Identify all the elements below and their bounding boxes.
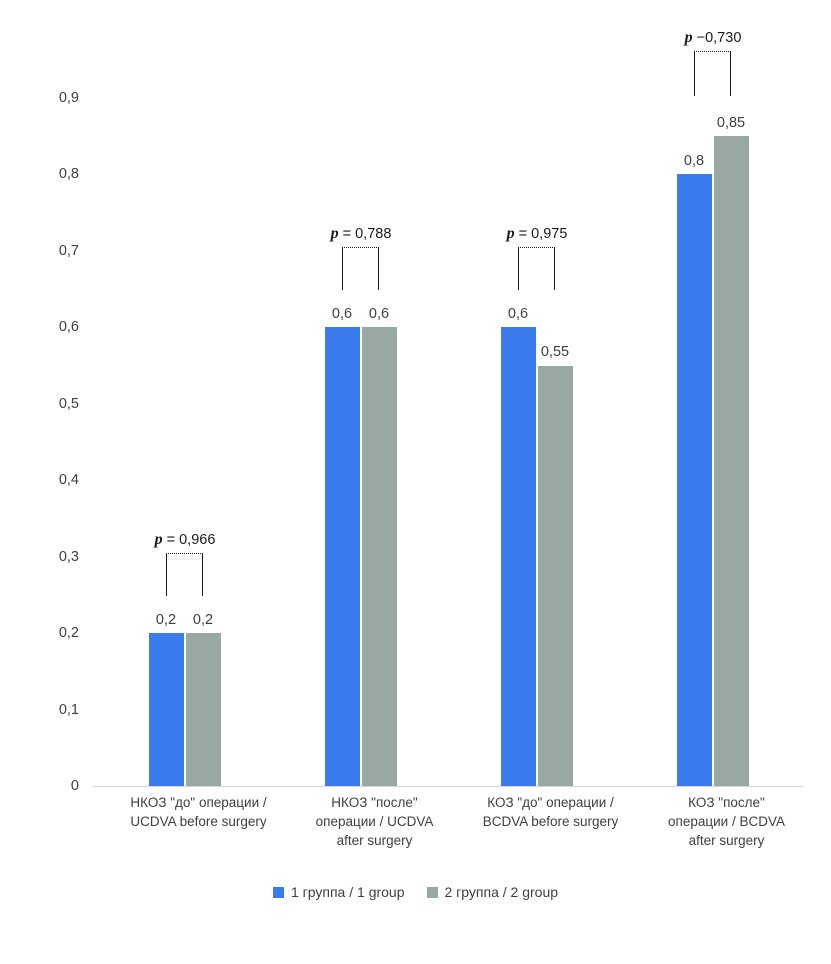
bar-series1-cat2[interactable] xyxy=(325,327,360,786)
bar-label-series2-cat4: 0,85 xyxy=(716,115,746,131)
category-label-4-line-3: after surgery xyxy=(688,833,765,848)
bar-series1-cat1[interactable] xyxy=(149,633,184,786)
bracket-leg-left-4 xyxy=(694,51,695,96)
y-tick-4: 0,4 xyxy=(58,472,79,489)
bar-group-2 xyxy=(289,98,459,786)
p-value-text-4: −0,730 xyxy=(696,30,742,46)
bar-series2-cat1[interactable] xyxy=(186,633,221,786)
p-value-text-3: = 0,975 xyxy=(518,226,568,242)
category-label-3 xyxy=(463,793,638,831)
bracket-leg-left-1 xyxy=(166,553,167,596)
bracket-leg-right-1 xyxy=(202,553,203,596)
significance-bracket-3 xyxy=(506,225,568,290)
bar-label-series2-cat3: 0,55 xyxy=(540,344,570,360)
category-label-3-line-2: BCDVA before surgery xyxy=(482,814,619,829)
legend-item-series1[interactable] xyxy=(273,884,405,900)
bar-label-series1-cat2: 0,6 xyxy=(331,306,353,322)
y-tick-5: 0,5 xyxy=(58,395,79,412)
bar-label-series1-cat3: 0,6 xyxy=(507,306,529,322)
bar-label-series2-cat2: 0,6 xyxy=(368,306,390,322)
p-value-label-1 xyxy=(120,531,250,549)
bars-group-1 xyxy=(113,98,283,786)
p-symbol-1: p xyxy=(154,531,163,548)
legend-swatch-series2 xyxy=(427,887,438,898)
category-label-2-line-3: after surgery xyxy=(336,833,413,848)
p-value-label-2 xyxy=(296,225,426,243)
bar-group-4 xyxy=(641,29,811,786)
bracket-top-4 xyxy=(694,51,731,52)
bar-group-3 xyxy=(465,98,635,786)
y-tick-3: 0,3 xyxy=(58,548,79,565)
p-symbol-2: p xyxy=(330,225,339,242)
bar-series1-cat4[interactable] xyxy=(677,174,712,786)
y-tick-7: 0,7 xyxy=(58,242,79,259)
bars-group-4 xyxy=(641,98,811,786)
y-tick-2: 0,2 xyxy=(58,625,79,642)
significance-bracket-1 xyxy=(154,531,216,596)
bar-series2-cat2[interactable] xyxy=(362,327,397,786)
bracket-leg-right-2 xyxy=(378,247,379,290)
significance-bracket-4 xyxy=(684,29,742,96)
y-tick-8: 0,8 xyxy=(58,166,79,183)
category-label-1-line-2: UCDVA before surgery xyxy=(130,814,267,829)
category-label-3-line-1: КОЗ "до" операции / xyxy=(487,795,614,810)
legend-label-series2: 2 группа / 2 group xyxy=(444,884,559,900)
y-tick-1: 0,1 xyxy=(58,701,79,718)
y-axis-labels xyxy=(0,0,93,964)
legend-swatch-series1 xyxy=(273,887,284,898)
bars-group-2 xyxy=(289,98,459,786)
y-tick-6: 0,6 xyxy=(58,319,79,336)
bracket-top-1 xyxy=(166,553,203,554)
bracket-leg-right-3 xyxy=(554,247,555,290)
bars-group-3 xyxy=(465,98,635,786)
bar-series1-cat3[interactable] xyxy=(501,327,536,786)
category-label-4-line-1: КОЗ "после" xyxy=(688,795,765,810)
bar-label-series2-cat1: 0,2 xyxy=(192,612,214,628)
x-axis-category-labels xyxy=(93,793,803,873)
category-label-4-line-2: операции / BCDVA xyxy=(668,814,785,829)
p-value-text-1: = 0,966 xyxy=(166,532,216,548)
p-value-text-2: = 0,788 xyxy=(342,226,392,242)
bracket-leg-left-2 xyxy=(342,247,343,290)
p-value-label-4 xyxy=(648,29,778,47)
y-tick-9: 0,9 xyxy=(58,90,79,106)
bar-series2-cat3[interactable] xyxy=(538,366,573,786)
bar-label-series1-cat1: 0,2 xyxy=(155,612,177,628)
bar-series2-cat4[interactable] xyxy=(714,136,749,786)
bracket-leg-right-4 xyxy=(730,51,731,96)
bracket-leg-left-3 xyxy=(518,247,519,290)
legend-item-series2[interactable] xyxy=(427,884,559,900)
y-tick-0: 0 xyxy=(70,778,79,794)
category-label-2 xyxy=(287,793,462,850)
p-symbol-3: p xyxy=(506,225,515,242)
bracket-top-3 xyxy=(518,247,555,248)
x-axis-line xyxy=(93,786,803,787)
plot-area xyxy=(93,29,803,786)
chart-legend xyxy=(0,884,831,900)
significance-bracket-2 xyxy=(330,225,392,290)
category-label-1 xyxy=(111,793,286,831)
bracket-top-2 xyxy=(342,247,379,248)
bar-label-series1-cat4: 0,8 xyxy=(683,153,705,169)
category-label-2-line-1: НКОЗ "после" xyxy=(331,795,418,810)
p-value-label-3 xyxy=(472,225,602,243)
category-label-2-line-2: операции / UCDVA xyxy=(315,814,434,829)
bar-group-1 xyxy=(113,98,283,786)
category-label-4 xyxy=(639,793,814,850)
legend-label-series1: 1 группа / 1 group xyxy=(290,884,405,900)
p-symbol-4: p xyxy=(684,29,693,46)
category-label-1-line-1: НКОЗ "до" операции / xyxy=(130,795,267,810)
